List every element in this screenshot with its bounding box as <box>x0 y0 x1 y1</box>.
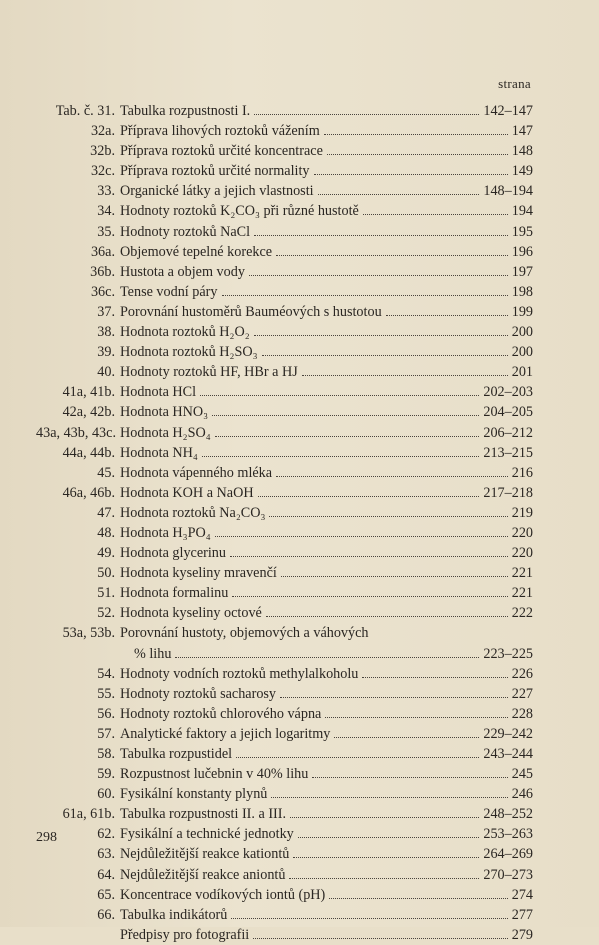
toc-row <box>36 664 533 684</box>
entry-title: Hodnota vápenného mléka <box>120 464 273 481</box>
page-reference: 204–205 <box>483 404 533 421</box>
page-reference: 201 <box>511 364 533 381</box>
table-number: 64. <box>97 866 115 883</box>
entry-title: Koncentrace vodíkových iontů (pH) <box>120 886 326 903</box>
table-number: 48. <box>97 524 115 541</box>
toc-entry <box>120 824 533 844</box>
table-number: 46a, 46b. <box>62 484 115 501</box>
page-reference: 197 <box>511 263 533 280</box>
page-reference: 142–147 <box>483 103 533 119</box>
dot-leader <box>327 141 508 155</box>
entry-title: Hodnota KOH a NaOH <box>120 484 254 501</box>
page-reference: 223–225 <box>483 645 533 662</box>
table-number: 57. <box>97 725 115 742</box>
entry-title: Hodnota roztoků H₂SO₃ <box>120 344 258 361</box>
toc-row <box>36 824 533 844</box>
page-reference: 216 <box>511 464 533 481</box>
dot-leader <box>314 161 508 175</box>
dot-leader <box>289 865 479 879</box>
table-number: 40. <box>97 364 115 381</box>
entry-title: Příprava roztoků určité normality <box>120 163 310 180</box>
table-number: 43a, 43b, 43c. <box>36 424 116 441</box>
toc-entry <box>120 382 533 402</box>
table-number: 49. <box>97 545 115 562</box>
table-number: 66. <box>97 906 115 923</box>
dot-leader <box>262 342 508 356</box>
toc-entry <box>120 322 533 342</box>
entry-title: Příprava roztoků určité koncentrace <box>120 143 323 160</box>
entry-title: Hodnota H₂SO₄ <box>120 424 211 441</box>
page-reference: 149 <box>511 163 533 180</box>
toc-entry <box>120 402 533 422</box>
entry-title: Hodnota glycerinu <box>120 545 226 562</box>
entry-title: Hodnota H₃PO₄ <box>120 524 211 541</box>
page-reference: 221 <box>511 585 533 602</box>
toc-row <box>36 583 533 603</box>
page-reference: 270–273 <box>483 866 533 883</box>
dot-leader <box>215 423 480 437</box>
dot-leader <box>329 885 507 899</box>
page-reference: 219 <box>511 504 533 521</box>
entry-title: Analytické faktory a jejich logaritmy <box>120 725 331 742</box>
page-reference: 213–215 <box>483 444 533 461</box>
toc-entry <box>120 121 533 141</box>
table-number: 34. <box>97 203 115 220</box>
toc-entry <box>120 603 533 623</box>
toc-row <box>36 623 533 643</box>
page-reference: 220 <box>511 524 533 541</box>
toc-entry <box>120 463 533 483</box>
dot-leader <box>258 483 480 497</box>
entry-title: Příprava lihových roztoků vážením <box>120 123 320 140</box>
toc-row <box>36 463 533 483</box>
toc-row <box>36 925 533 945</box>
dot-leader <box>254 222 508 236</box>
toc-entry <box>120 724 533 744</box>
dot-leader <box>230 543 508 557</box>
toc-entry <box>120 282 533 302</box>
entry-title: Hustota a objem vody <box>120 263 245 280</box>
dot-leader <box>276 463 508 477</box>
toc-entry <box>120 764 533 784</box>
dot-leader <box>254 101 479 115</box>
toc-row <box>36 161 533 181</box>
table-number: 53a, 53b. <box>62 625 115 642</box>
dot-leader <box>222 282 508 296</box>
page-reference: 200 <box>511 324 533 341</box>
toc-row <box>36 141 533 161</box>
toc-row <box>36 523 533 543</box>
table-number: 37. <box>97 303 115 320</box>
table-number: 62. <box>97 826 115 843</box>
toc-row <box>36 744 533 764</box>
dot-leader <box>386 302 508 316</box>
entry-title: Hodnota formalinu <box>120 585 229 602</box>
page-reference: 148 <box>511 143 533 160</box>
toc-row <box>36 704 533 724</box>
dot-leader <box>271 784 507 798</box>
toc-row <box>36 644 533 664</box>
dot-leader <box>175 644 479 658</box>
table-number: 45. <box>97 464 115 481</box>
entry-title: Hodnota kyseliny mravenčí <box>120 565 277 582</box>
toc-row <box>36 362 533 382</box>
entry-title: Porovnání hustoměrů Bauméových s hustotou <box>120 303 382 320</box>
toc-entry <box>120 302 533 322</box>
table-number: 36a. <box>90 243 115 260</box>
toc-row <box>36 302 533 322</box>
table-number: 36b. <box>90 263 115 280</box>
dot-leader <box>363 201 508 215</box>
page-reference: 147 <box>511 123 533 140</box>
table-number: 32c. <box>90 163 115 180</box>
page-reference: 217–218 <box>483 484 533 501</box>
dot-leader <box>269 503 507 517</box>
page-reference: 195 <box>511 223 533 240</box>
toc-entry <box>120 201 533 221</box>
toc-entry <box>120 784 533 804</box>
dot-leader <box>298 824 480 838</box>
toc-entry <box>120 644 533 664</box>
entry-title: Hodnota roztoků Na₂CO₃ <box>120 504 266 521</box>
page-reference: 220 <box>511 545 533 562</box>
toc-entry <box>120 704 533 724</box>
toc-entry <box>120 222 533 242</box>
entry-title: Hodnota HCl <box>120 384 197 401</box>
table-number: 41a, 41b. <box>62 384 115 401</box>
dot-leader <box>334 724 479 738</box>
dot-leader <box>249 262 508 276</box>
toc-entry <box>120 583 533 603</box>
toc-entry <box>120 503 533 523</box>
entry-title: Objemové tepelné korekce <box>120 243 273 260</box>
dot-leader <box>362 664 507 678</box>
table-number: 35. <box>97 223 115 240</box>
page-reference: 194 <box>511 203 533 220</box>
page-reference: 274 <box>511 886 533 903</box>
table-number: 50. <box>97 565 115 582</box>
toc-entry <box>120 905 533 925</box>
entry-title: Hodnoty roztoků NaCl <box>120 223 251 240</box>
toc-entry <box>120 925 533 945</box>
page-reference: 221 <box>511 565 533 582</box>
entry-title: Tabulka rozpustnosti II. a III. <box>120 806 287 823</box>
dot-leader <box>324 121 508 135</box>
table-of-contents <box>36 101 533 945</box>
table-number: 55. <box>97 685 115 702</box>
entry-title: Tabulka rozpustidel <box>120 746 233 762</box>
page-reference: 198 <box>511 283 533 300</box>
toc-row <box>36 543 533 563</box>
dot-leader <box>200 382 479 396</box>
page-number: 298 <box>36 830 57 845</box>
entry-title: Tabulka rozpustnosti I. <box>120 103 251 119</box>
page-reference: 222 <box>511 605 533 622</box>
toc-row <box>36 443 533 463</box>
table-number: 51. <box>97 585 115 602</box>
dot-leader <box>212 402 479 416</box>
toc-row <box>36 423 533 443</box>
page-reference: 228 <box>511 705 533 722</box>
entry-title: Předpisy pro fotografii <box>120 926 250 943</box>
toc-row <box>36 724 533 744</box>
table-number: 36c. <box>90 283 115 300</box>
entry-title: Porovnání hustoty, objemových a váhových <box>120 625 369 642</box>
toc-entry <box>120 684 533 704</box>
toc-entry <box>120 664 533 684</box>
dot-leader <box>276 242 508 256</box>
entry-title: Hodnoty vodních roztoků methylalkoholu <box>120 665 359 682</box>
table-number: 61a, 61b. <box>62 806 115 823</box>
table-number: 54. <box>97 665 115 682</box>
dot-leader <box>232 583 507 597</box>
toc-row <box>36 865 533 885</box>
toc-entry <box>120 844 533 864</box>
table-number: 56. <box>97 705 115 722</box>
entry-title: Hodnota NH₄ <box>120 444 198 461</box>
page-column-header: strana <box>498 76 531 91</box>
toc-row <box>36 382 533 402</box>
toc-entry <box>120 885 533 905</box>
entry-title: Hodnoty roztoků HF, HBr a HJ <box>120 364 298 381</box>
page-reference: 227 <box>511 685 533 702</box>
table-number: 65. <box>97 886 115 903</box>
page-reference: 202–203 <box>483 384 533 401</box>
entry-title: Hodnoty roztoků K₂CO₃ při různé hustotě <box>120 203 359 220</box>
toc-row <box>36 402 533 422</box>
page-reference: 246 <box>511 786 533 803</box>
dot-leader <box>236 744 479 758</box>
page-reference: 279 <box>511 926 533 943</box>
table-number: 60. <box>97 786 115 803</box>
toc-row <box>36 885 533 905</box>
toc-entry <box>120 523 533 543</box>
table-number: Tab. č. 31. <box>55 103 115 119</box>
toc-row <box>36 563 533 583</box>
dot-leader <box>293 844 479 858</box>
table-number: 44a, 44b. <box>62 444 115 461</box>
entry-title: Organické látky a jejich vlastnosti <box>120 183 314 200</box>
table-number: 32a. <box>90 123 115 140</box>
table-number: 52. <box>97 605 115 622</box>
table-number: 32b. <box>90 143 115 160</box>
entry-title: Rozpustnost lučebnin v 40% lihu <box>120 766 309 783</box>
toc-entry <box>120 242 533 262</box>
table-number: 39. <box>97 344 115 361</box>
page-reference: 264–269 <box>483 846 533 863</box>
toc-row <box>36 121 533 141</box>
table-number: 59. <box>97 766 115 783</box>
toc-entry <box>120 342 533 362</box>
dot-leader <box>215 523 508 537</box>
page-reference: 277 <box>511 906 533 923</box>
entry-title: Hodnoty roztoků chlorového vápna <box>120 705 322 722</box>
toc-entry <box>120 563 533 583</box>
page-reference: 200 <box>511 344 533 361</box>
toc-row <box>36 262 533 282</box>
table-number: 58. <box>97 746 115 762</box>
entry-title: Nejdůležitější reakce aniontů <box>120 866 286 883</box>
toc-entry <box>120 181 533 201</box>
toc-entry <box>120 543 533 563</box>
page-reference: 206–212 <box>483 424 533 441</box>
toc-entry <box>120 443 533 463</box>
toc-entry <box>120 623 533 643</box>
toc-row <box>36 322 533 342</box>
toc-row <box>36 905 533 925</box>
entry-title: Tense vodní páry <box>120 283 218 300</box>
toc-row <box>36 784 533 804</box>
page-reference: 196 <box>511 243 533 260</box>
toc-row <box>36 242 533 262</box>
entry-title: Fysikální konstanty plynů <box>120 786 268 803</box>
dot-leader <box>318 181 480 195</box>
toc-entry <box>120 744 533 764</box>
entry-title: Hodnota kyseliny octové <box>120 605 262 622</box>
dot-leader <box>312 764 507 778</box>
toc-row <box>36 201 533 221</box>
page-reference: 243–244 <box>483 746 533 762</box>
dot-leader <box>302 362 508 376</box>
toc-row <box>36 804 533 824</box>
toc-entry <box>120 483 533 503</box>
table-number: 63. <box>97 846 115 863</box>
entry-title: Hodnota HNO₃ <box>120 404 209 421</box>
toc-entry <box>120 101 533 121</box>
toc-entry <box>120 141 533 161</box>
dot-leader <box>266 603 508 617</box>
entry-title: Tabulka indikátorů <box>120 906 228 923</box>
table-number: 38. <box>97 324 115 341</box>
dot-leader <box>254 322 508 336</box>
toc-entry <box>120 804 533 824</box>
toc-row <box>36 342 533 362</box>
toc-row <box>36 503 533 523</box>
table-number: 47. <box>97 504 115 521</box>
entry-title: Hodnoty roztoků sacharosy <box>120 685 277 702</box>
dot-leader <box>281 563 508 577</box>
toc-row <box>36 764 533 784</box>
toc-row <box>36 222 533 242</box>
toc-row <box>36 684 533 704</box>
toc-row <box>36 603 533 623</box>
toc-entry <box>120 262 533 282</box>
page-reference: 248–252 <box>483 806 533 823</box>
page-reference: 245 <box>511 766 533 783</box>
table-number: 33. <box>97 183 115 200</box>
toc-entry <box>120 423 533 443</box>
table-number: 42a, 42b. <box>62 404 115 421</box>
entry-title: Hodnota roztoků H₂O₂ <box>120 324 250 341</box>
dot-leader <box>290 804 479 818</box>
page-reference: 199 <box>511 303 533 320</box>
toc-entry <box>120 161 533 181</box>
toc-row <box>36 483 533 503</box>
entry-title: Fysikální a technické jednotky <box>120 826 294 843</box>
page-reference: 229–242 <box>483 725 533 742</box>
dot-leader <box>231 905 507 919</box>
toc-row <box>36 844 533 864</box>
dot-leader <box>325 704 507 718</box>
toc-entry <box>120 865 533 885</box>
dot-leader <box>280 684 508 698</box>
entry-title: Nejdůležitější reakce kationtů <box>120 846 290 863</box>
toc-row <box>36 282 533 302</box>
toc-row <box>36 101 533 121</box>
toc-row <box>36 181 533 201</box>
page-reference: 226 <box>511 665 533 682</box>
page-reference: 148–194 <box>483 183 533 200</box>
toc-entry <box>120 362 533 382</box>
page-reference: 253–263 <box>483 826 533 843</box>
dot-leader <box>202 443 479 457</box>
entry-title: % lihu <box>134 645 172 662</box>
